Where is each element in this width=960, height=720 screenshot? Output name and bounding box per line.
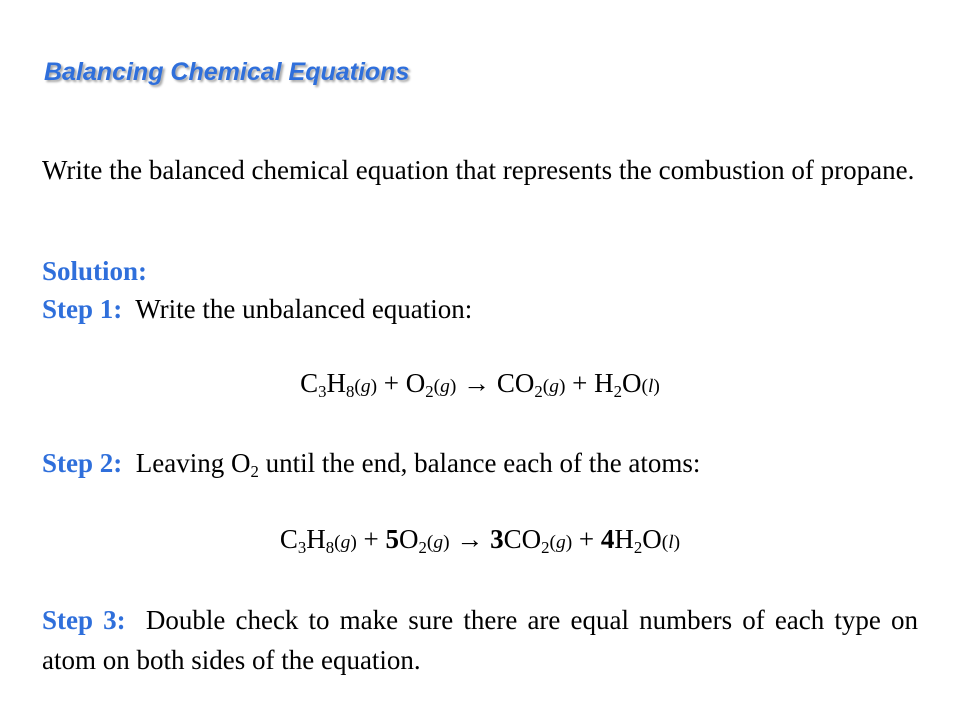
solution-label: Solution: — [42, 256, 148, 286]
step-3-text: Double check to make sure there are equal numbers of each type on atom on both sides of the equation. — [42, 605, 919, 675]
question-text: Write the balanced chemical equation that represents the combustion of propane. — [42, 155, 915, 185]
step-1 — [42, 294, 472, 325]
slide-title: Balancing Chemical Equations — [44, 58, 410, 86]
step-2 — [42, 448, 701, 482]
step-2-label: Step 2: — [42, 448, 123, 478]
step-1-text: Write the unbalanced equation: — [135, 294, 473, 324]
step-2-text: Leaving $O_2$ until the end, balance each of the atoms: — [135, 448, 701, 482]
equation-balanced: $C_3H_8(g) + 5O_2(g) \to 3CO_2(g) + 4H_2O(l)$ — [279, 524, 681, 558]
step-3 — [42, 600, 918, 680]
step-3-label: Step 3: — [42, 605, 126, 635]
equation-unbalanced: $C_3H_8(g) + O_2(g) \to CO_2(g) + H_2O(l)$ — [300, 368, 660, 402]
step-1-label: Step 1: — [42, 294, 123, 324]
